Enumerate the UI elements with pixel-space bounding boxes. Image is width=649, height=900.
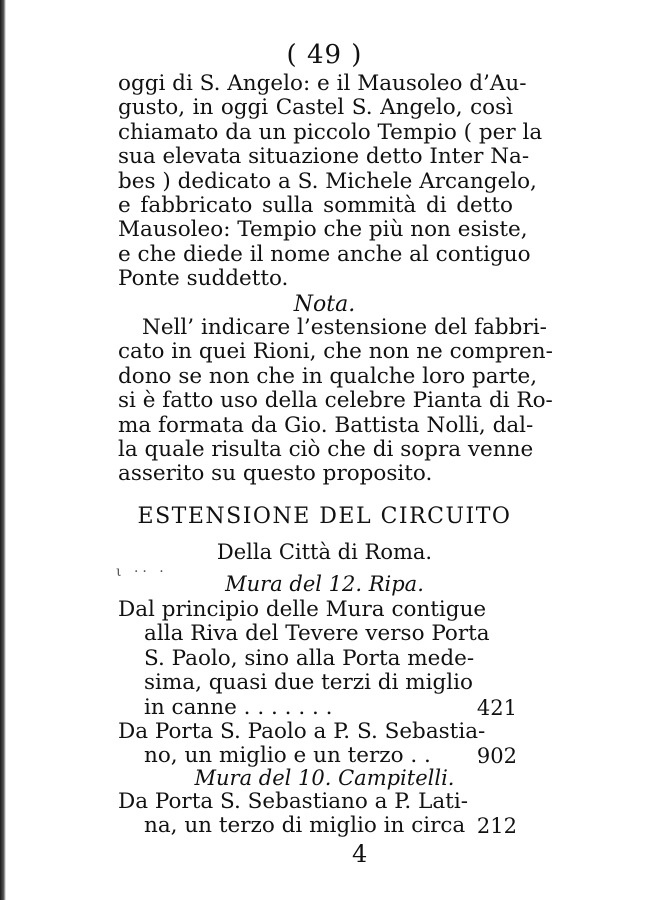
section-subtitle: Della Città di Roma.	[216, 540, 433, 564]
circuit-entry	[118, 720, 518, 769]
text-line: bes ) dedicato a S. Michele Arcangelo,	[118, 168, 537, 194]
text-line: la quale risulta ciò che di sopra venne	[118, 437, 534, 463]
entry-value: 421	[476, 696, 517, 720]
circuit-entry	[118, 790, 518, 839]
text-line: si è fatto uso della celebre Pianta di Ro-	[118, 388, 553, 414]
entry-line: alla Riva del Tevere verso Porta	[144, 621, 490, 647]
page-number: ( 49 )	[286, 40, 363, 70]
text-line: oggi di S. Angelo: e il Mausoleo d’Au-	[118, 71, 527, 96]
entry-line: Da Porta S. Sebastiano a P. Lati-	[118, 789, 468, 814]
signature-mark: 4	[352, 840, 368, 868]
text-line: sua elevata situazione detto Inter Na-	[118, 144, 530, 170]
text-line: Mausoleo: Tempio che più non esiste,	[118, 217, 528, 243]
entry-line: na, un terzo di miglio in circa	[144, 813, 466, 839]
entry-line: sima, quasi due terzi di miglio	[144, 670, 473, 696]
entry-value: 212	[476, 814, 517, 838]
text-line: asserito su questo proposito.	[118, 461, 433, 487]
entry-line: no, un miglio e un terzo . .	[144, 743, 431, 769]
paragraph-castel-sant-angelo	[118, 71, 543, 292]
text-line: chiamato da un piccolo Tempio ( per la	[118, 119, 543, 145]
entry-line: Dal principio delle Mura contigue	[118, 597, 487, 622]
ward-heading-campitelli: Mura del 10. Campitelli.	[194, 766, 455, 790]
paragraph-nota	[118, 315, 553, 487]
entry-value: 902	[476, 744, 517, 768]
section-title: ESTENSIONE DEL CIRCUITO	[137, 504, 512, 529]
text-line: ma formata da Gio. Battista Nolli, dal-	[118, 412, 534, 438]
text-line: Ponte suddetto.	[118, 266, 289, 292]
text-line: e che diede il nome anche al contiguo	[118, 241, 531, 267]
margin-marks: ι ·· ·	[116, 564, 168, 580]
entry-line: Da Porta S. Paolo a P. S. Sebastia-	[118, 719, 486, 744]
text-line: gusto, in oggi Castel S. Angelo, così	[118, 95, 513, 121]
text-line: Nell’ indicare l’estensione del fabbri-	[142, 315, 547, 340]
entry-line: in canne . . . . . . .	[144, 694, 333, 720]
text-line: dono se non che in qualche loro parte,	[118, 363, 538, 389]
text-line: e fabbricato sulla sommità di detto	[118, 193, 513, 219]
ward-heading-ripa: Mura del 12. Ripa.	[225, 572, 424, 596]
text-line: cato in quei Rioni, che non ne compren-	[118, 339, 553, 365]
nota-heading: Nota.	[293, 292, 356, 317]
entry-line: S. Paolo, sino alla Porta mede-	[144, 645, 475, 671]
circuit-entry	[118, 598, 518, 720]
